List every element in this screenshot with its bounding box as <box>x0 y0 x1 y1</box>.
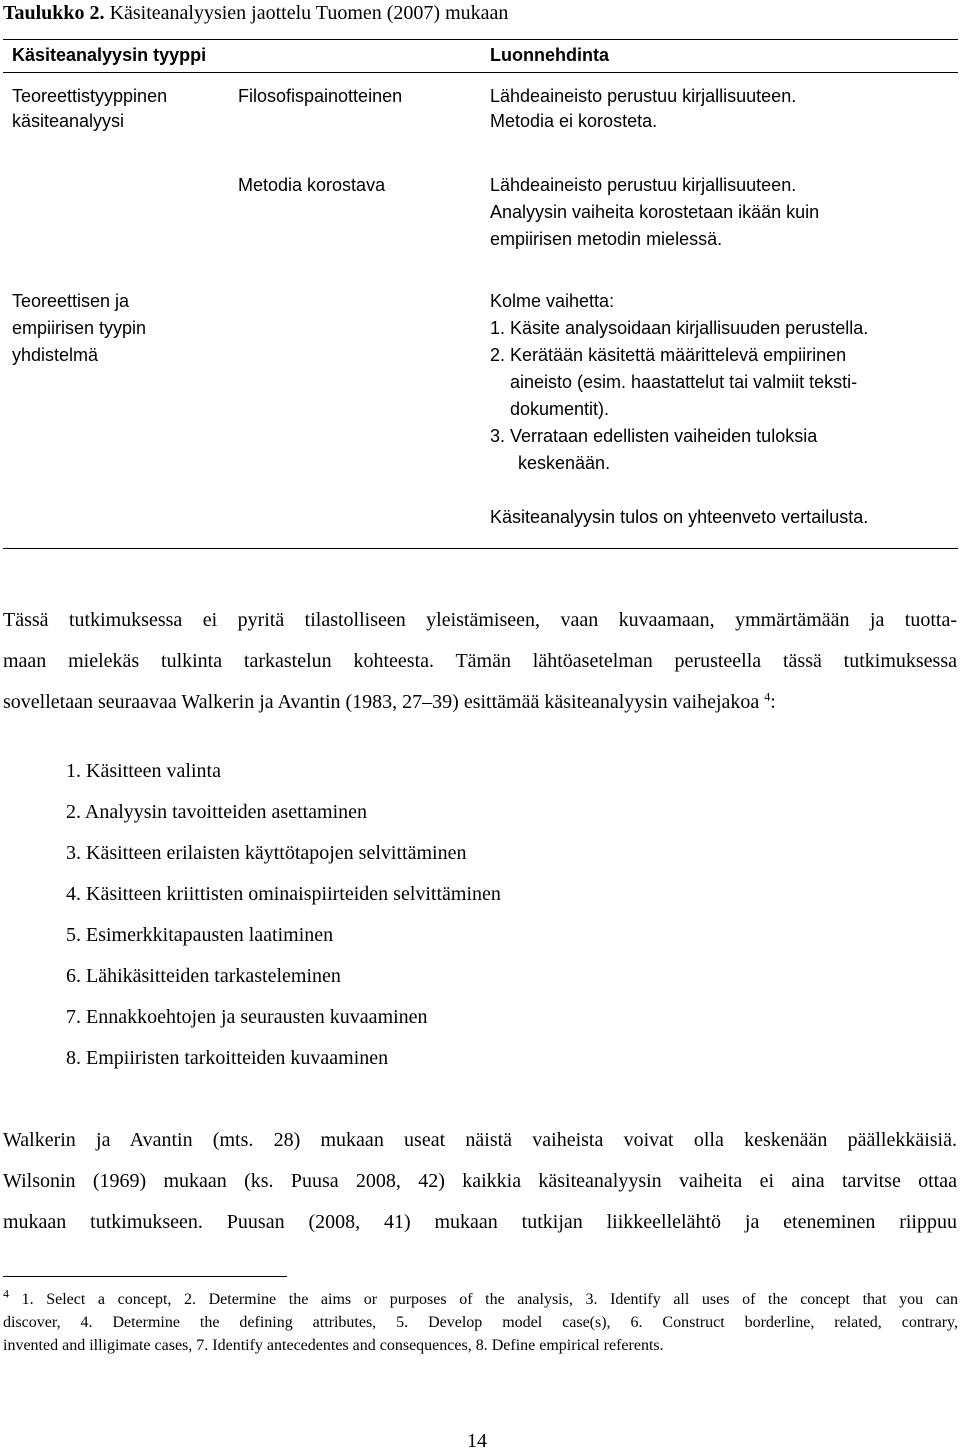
header-type: Käsiteanalyysin tyyppi <box>12 45 207 65</box>
footnote-line1-text: 1. Select a concept, 2. Determine the aims or purposes of the analysis, 3. Identify all uses of the concept that you can <box>9 1291 958 1308</box>
step-3: 3. Käsitteen erilaisten käyttötapojen selvittäminen <box>66 842 467 864</box>
cell-combined-l3: yhdistelmä <box>12 345 99 365</box>
step-7: 7. Ennakkoehtojen ja seurausten kuvaaminen <box>66 1006 428 1028</box>
cell-method-desc-l2: Analyysin vaiheita korostetaan ikään kuin <box>490 202 820 222</box>
cell-combined-l1: Teoreettisen ja <box>12 291 130 311</box>
footnote-marker: 4 <box>3 1286 9 1301</box>
cell-method: Metodia korostava <box>238 175 386 195</box>
cell-method-desc-l1: Lähdeaineisto perustuu kirjallisuuteen. <box>490 175 797 195</box>
table-top-rule <box>3 39 958 40</box>
step-8: 8. Empiiristen tarkoitteiden kuvaaminen <box>66 1047 389 1069</box>
cell-combined-desc-l4: aineisto (esim. haastattelut tai valmiit teksti- <box>510 372 858 392</box>
paragraph1-line1: Tässä tutkimuksessa ei pyritä tilastolliseen yleistämiseen, vaan kuvaamaan, ymmärtämään ja tuotta- <box>3 609 957 631</box>
cell-philosophical-desc-l2: Metodia ei korosteta. <box>490 111 658 131</box>
cell-combined-desc-l7: keskenään. <box>518 453 611 473</box>
cell-combined-desc-l2: 1. Käsite analysoidaan kirjallisuuden perustella. <box>490 318 869 338</box>
table-bottom-rule <box>3 548 958 549</box>
paragraph1-line3-end: : <box>770 691 776 713</box>
paragraph1-line3 <box>3 691 957 714</box>
step-4: 4. Käsitteen kriittisten ominaispiirteiden selvittäminen <box>66 883 501 905</box>
footnote-line3: invented and illigimate cases, 7. Identify antecedentes and consequences, 8. Define empirical referents. <box>3 1337 664 1354</box>
footnote-line2: discover, 4. Determine the defining attributes, 5. Develop model case(s), 6. Construct borderline, related, contrary, <box>3 1314 958 1331</box>
table-caption <box>3 2 508 25</box>
footnote-ref: 4 <box>764 689 771 704</box>
cell-philosophical: Filosofispainotteinen <box>238 86 403 106</box>
cell-combined-summary: Käsiteanalyysin tulos on yhteenveto vertailusta. <box>490 507 869 527</box>
paragraph2-line3: mukaan tutkimukseen. Puusan (2008, 41) mukaan tutkijan liikkeellelähtö ja eteneminen riippuu <box>3 1211 957 1233</box>
footnote-separator <box>3 1276 287 1277</box>
paragraph1-line2: maan mielekäs tulkinta tarkastelun kohteesta. Tämän lähtöasetelman perusteella tässä tutkimuksessa <box>3 650 957 672</box>
paragraph2-line1: Walkerin ja Avantin (mts. 28) mukaan useat näistä vaiheista voivat olla keskenään päällekkäisiä. <box>3 1129 957 1151</box>
footnote-line1 <box>3 1286 958 1309</box>
table-caption-label: Taulukko 2. <box>3 2 105 24</box>
step-6: 6. Lähikäsitteiden tarkasteleminen <box>66 965 341 987</box>
cell-combined-l2: empiirisen tyypin <box>12 318 147 338</box>
paragraph1-line3-text: sovelletaan seuraavaa Walkerin ja Avantin (1983, 27–39) esittämää käsiteanalyysin vaihejakoa <box>3 691 760 713</box>
cell-combined-desc-l6: 3. Verrataan edellisten vaiheiden tuloksia <box>490 426 818 446</box>
cell-combined-desc-l1: Kolme vaihetta: <box>490 291 615 311</box>
paragraph2-line2: Wilsonin (1969) mukaan (ks. Puusa 2008, 42) kaikkia käsiteanalyysin vaiheita ei aina tarvitse ottaa <box>3 1170 957 1192</box>
cell-combined-desc-l5: dokumentit). <box>510 399 610 419</box>
page-number: 14 <box>467 1430 487 1452</box>
step-2: 2. Analyysin tavoitteiden asettaminen <box>66 801 368 823</box>
cell-theoretical-l1: Teoreettistyyppinen <box>12 86 168 106</box>
header-nature: Luonnehdinta <box>490 45 609 65</box>
cell-philosophical-desc-l1: Lähdeaineisto perustuu kirjallisuuteen. <box>490 86 797 106</box>
table-header-rule <box>3 72 958 73</box>
cell-theoretical-l2: käsiteanalyysi <box>12 111 125 131</box>
cell-combined-desc-l3: 2. Kerätään käsitettä määrittelevä empiirinen <box>490 345 847 365</box>
step-1: 1. Käsitteen valinta <box>66 760 221 782</box>
table-caption-text: Käsiteanalyysien jaottelu Tuomen (2007) mukaan <box>109 2 509 24</box>
cell-method-desc-l3: empiirisen metodin mielessä. <box>490 229 723 249</box>
step-5: 5. Esimerkkitapausten laatiminen <box>66 924 334 946</box>
